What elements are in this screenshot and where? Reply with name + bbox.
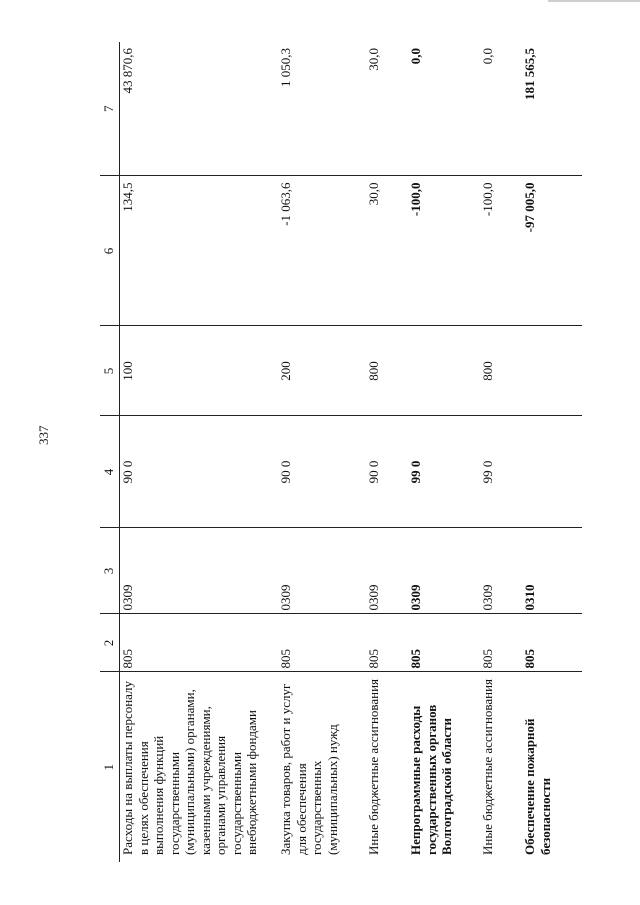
cell-target <box>522 416 582 528</box>
cell-change: -97 005,0 <box>522 176 582 326</box>
cell-type: 100 <box>120 326 279 416</box>
cell-type <box>408 326 480 416</box>
header-cell: 7 <box>100 42 120 176</box>
budget-table <box>100 42 582 862</box>
cell-total: 181 565,5 <box>522 42 582 176</box>
cell-section: 0310 <box>522 528 582 614</box>
header-cell: 4 <box>100 416 120 528</box>
cell-total: 0,0 <box>480 42 522 176</box>
cell-total: 43 870,6 <box>120 42 279 176</box>
cell-target: 90 0 <box>366 416 408 528</box>
scan-edge-mark <box>548 0 640 2</box>
page-number: 337 <box>36 425 51 445</box>
table-row <box>408 42 480 862</box>
cell-change: 30,0 <box>366 176 408 326</box>
row-name: Расходы на выплаты персоналу в целях обеспечения выполнения функций государственными (муниципальными) органами, казенными учреждениями, органами управления государственными внебюджетными фондами <box>120 680 259 855</box>
rotated-table-sheet <box>100 42 640 862</box>
cell-change: -100,0 <box>480 176 522 326</box>
table-row <box>366 42 408 862</box>
cell-target: 90 0 <box>278 416 366 528</box>
cell-type: 800 <box>366 326 408 416</box>
row-name: Закупка товаров, работ и услуг для обеспечения государственных (муниципальных) нужд <box>278 683 340 855</box>
cell-code: 805 <box>278 614 366 672</box>
cell-target: 99 0 <box>408 416 480 528</box>
cell-target: 90 0 <box>120 416 279 528</box>
header-cell: 6 <box>100 176 120 326</box>
cell-change: -100,0 <box>408 176 480 326</box>
cell-total: 0,0 <box>408 42 480 176</box>
header-cell: 5 <box>100 326 120 416</box>
cell-section: 0309 <box>408 528 480 614</box>
cell-code: 805 <box>120 614 279 672</box>
cell-code: 805 <box>366 614 408 672</box>
cell-code: 805 <box>522 614 582 672</box>
cell-target: 99 0 <box>480 416 522 528</box>
header-cell: 3 <box>100 528 120 614</box>
row-name: Непрограммные расходы государственных органов Волгоградской области <box>408 704 454 855</box>
cell-type <box>522 326 582 416</box>
cell-section: 0309 <box>366 528 408 614</box>
cell-section: 0309 <box>278 528 366 614</box>
cell-type: 200 <box>278 326 366 416</box>
table-row <box>522 42 582 862</box>
cell-type: 800 <box>480 326 522 416</box>
table-row <box>278 42 366 862</box>
row-name: Иные бюджетные ассигнования <box>480 678 495 855</box>
row-name: Обеспечение пожарной безопасности <box>522 718 553 855</box>
header-cell: 2 <box>100 614 120 672</box>
cell-code: 805 <box>408 614 480 672</box>
cell-change: -1 063,6 <box>278 176 366 326</box>
cell-total: 1 050,3 <box>278 42 366 176</box>
cell-change: 134,5 <box>120 176 279 326</box>
cell-total: 30,0 <box>366 42 408 176</box>
table-row <box>480 42 522 862</box>
cell-section: 0309 <box>480 528 522 614</box>
table-header-row <box>100 42 120 862</box>
row-name: Иные бюджетные ассигнования <box>366 678 381 855</box>
header-cell: 1 <box>100 672 120 862</box>
cell-section: 0309 <box>120 528 279 614</box>
cell-code: 805 <box>480 614 522 672</box>
table-row <box>120 42 279 862</box>
